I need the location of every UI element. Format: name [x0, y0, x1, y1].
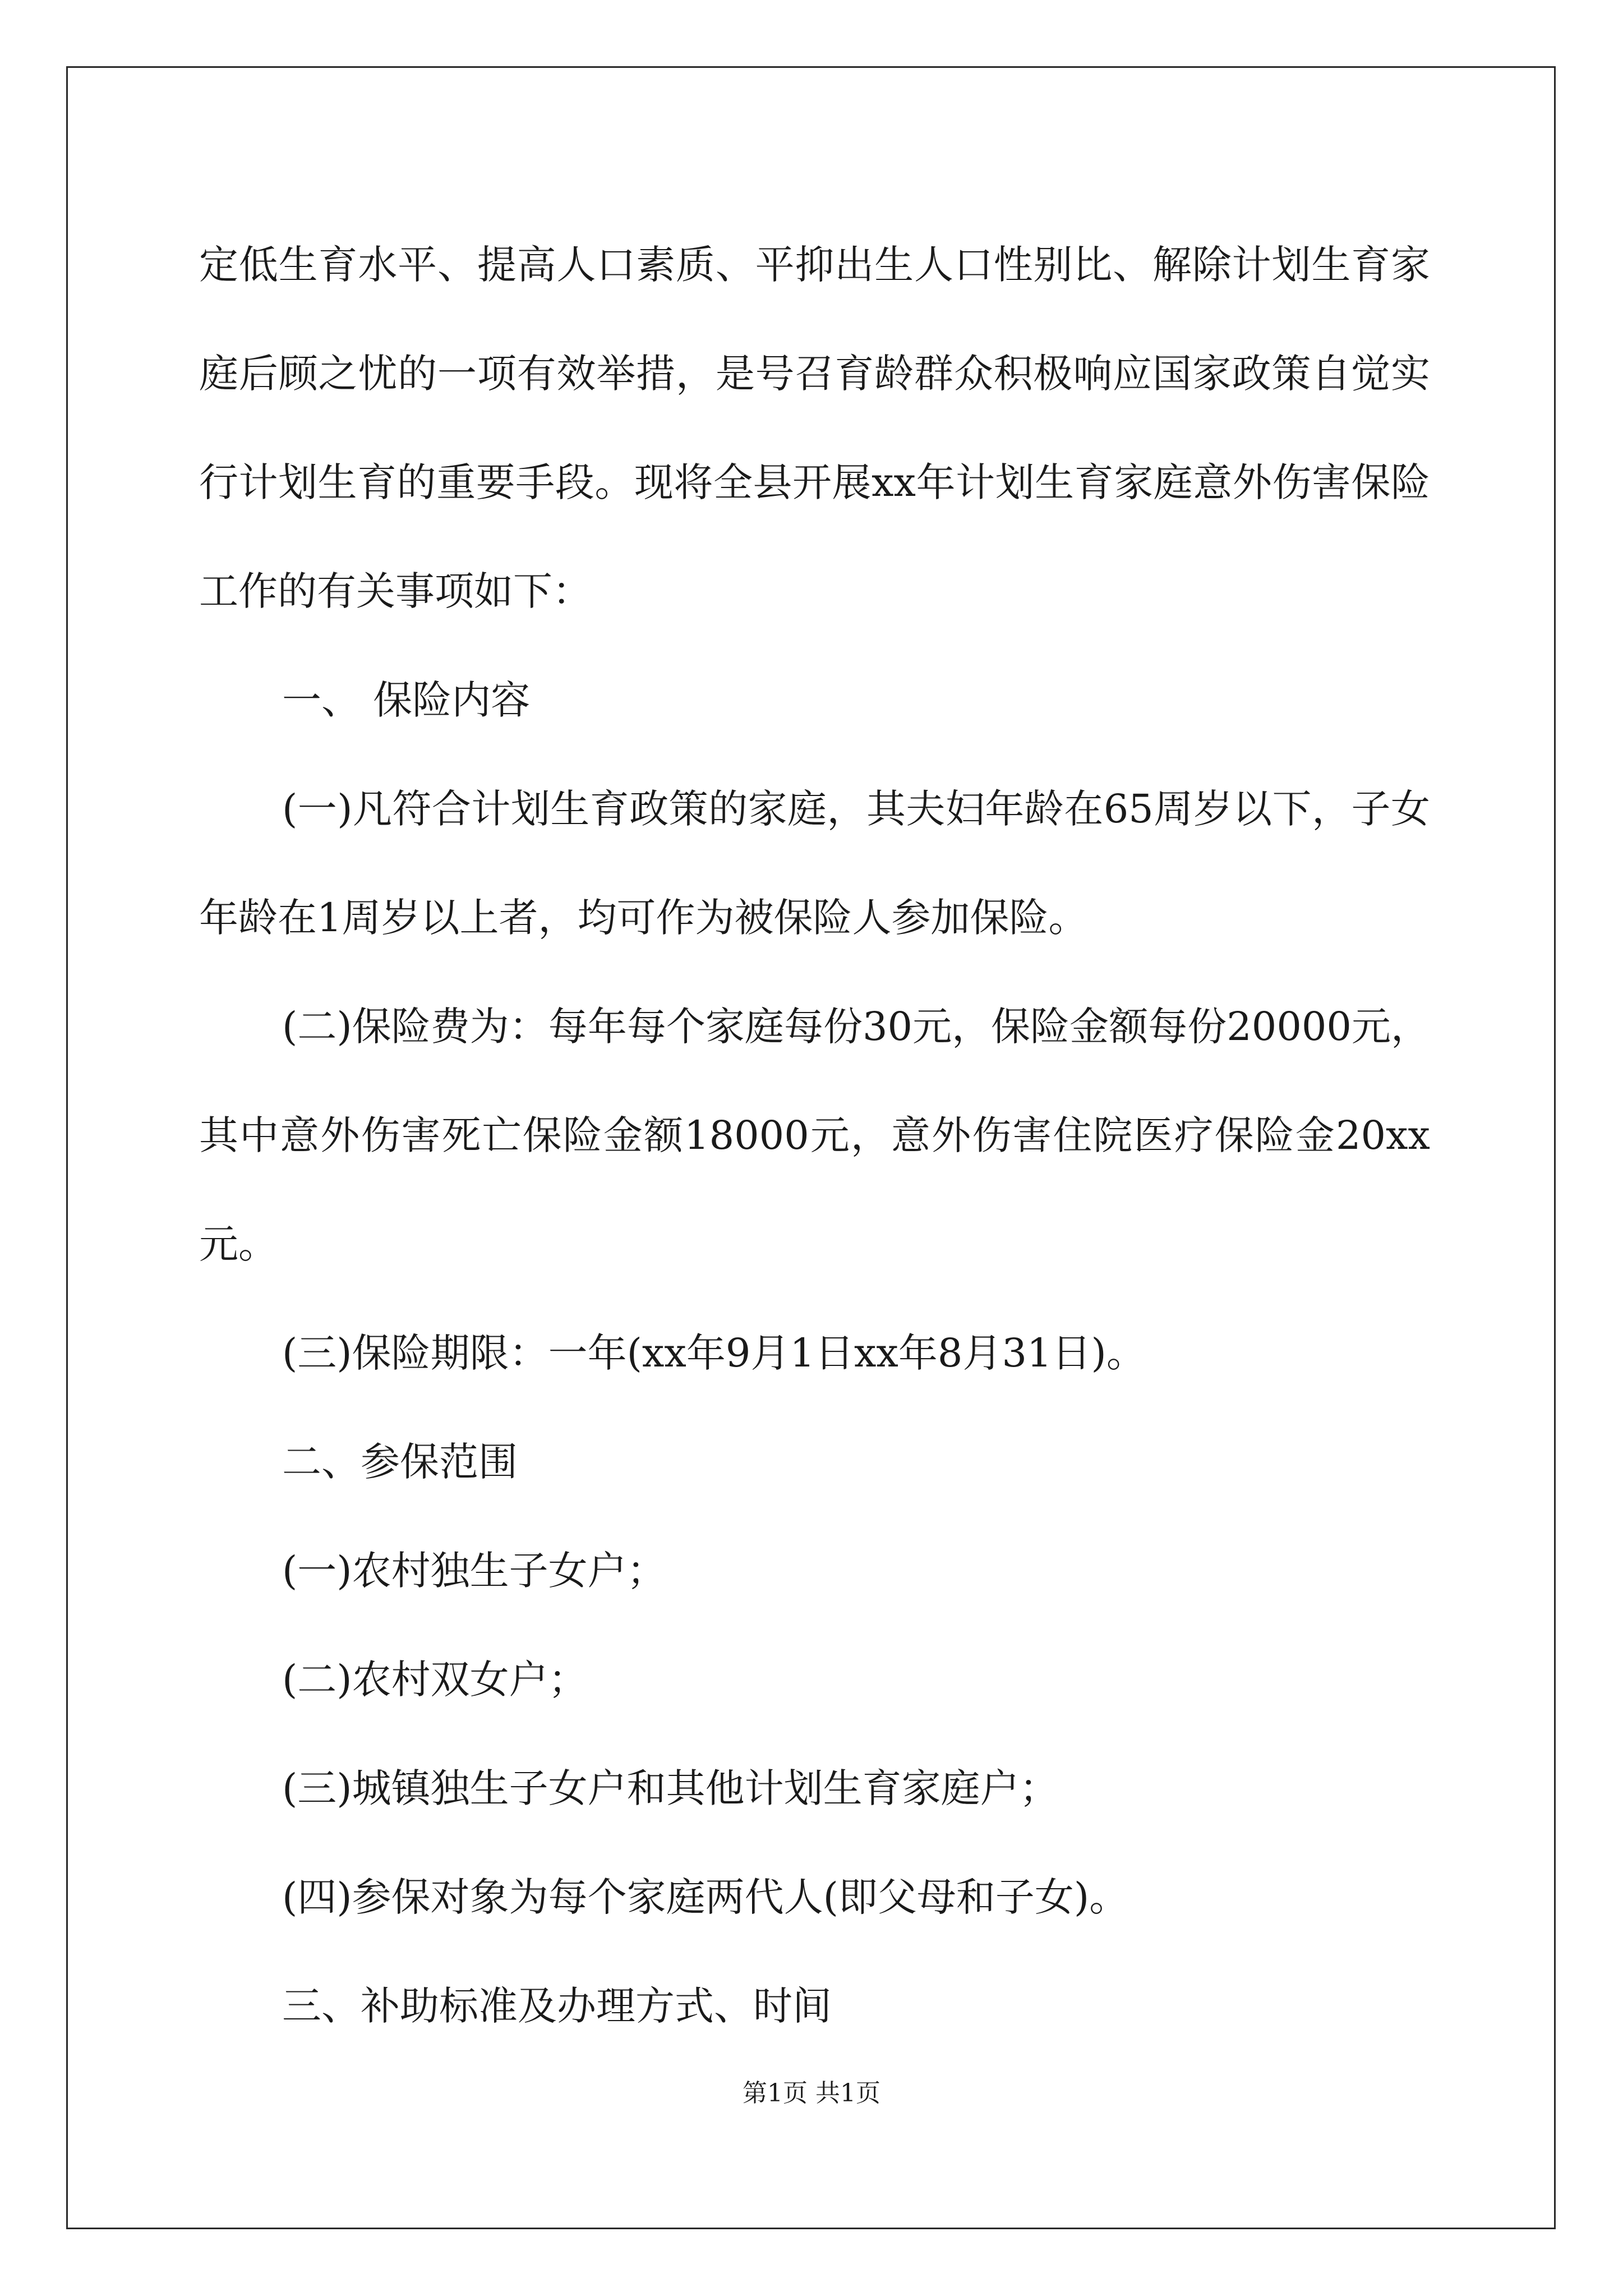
paragraph-period: (三)保险期限：一年(xx年9月1日xx年8月31日)。 [282, 1330, 1146, 1376]
heading-insurance-content: 一、 保险内容 [282, 677, 531, 723]
list-item-insured-persons: (四)参保对象为每个家庭两代人(即父母和子女)。 [282, 1874, 1129, 1920]
list-item-urban-single-child: (三)城镇独生子女户和其他计划生育家庭户； [282, 1765, 1059, 1811]
paragraph-intro: 定低生育水平、提高人口素质、平抑出生人口性别比、解除计划生育家庭后顾之忧的一项有效举措，是号召育龄群众积极响应国家政策自觉实行计划生育的重要手段。现将全县开展xx年计划生育家庭意外伤害保险工作的有关事项如下： [199, 242, 1430, 614]
paragraph-premium: (二)保险费为：每年每个家庭每份30元，保险金额每份20000元，其中意外伤害死亡保险金额18000元，意外伤害住院医疗保险金20xx元。 [199, 1004, 1430, 1267]
heading-coverage-scope: 二、参保范围 [282, 1439, 518, 1485]
paragraph-eligibility: (一)凡符合计划生育政策的家庭，其夫妇年龄在65周岁以下，子女年龄在1周岁以上者，均可作为被保险人参加保险。 [199, 786, 1430, 941]
page-footer: 第1页 共1页 [743, 2079, 880, 2108]
list-item-rural-two-daughters: (二)农村双女户； [282, 1657, 588, 1703]
document-body [199, 210, 1430, 2060]
heading-subsidy-standard: 三、补助标准及办理方式、时间 [282, 1983, 832, 2029]
list-item-rural-single-child: (一)农村独生子女户； [282, 1548, 666, 1594]
